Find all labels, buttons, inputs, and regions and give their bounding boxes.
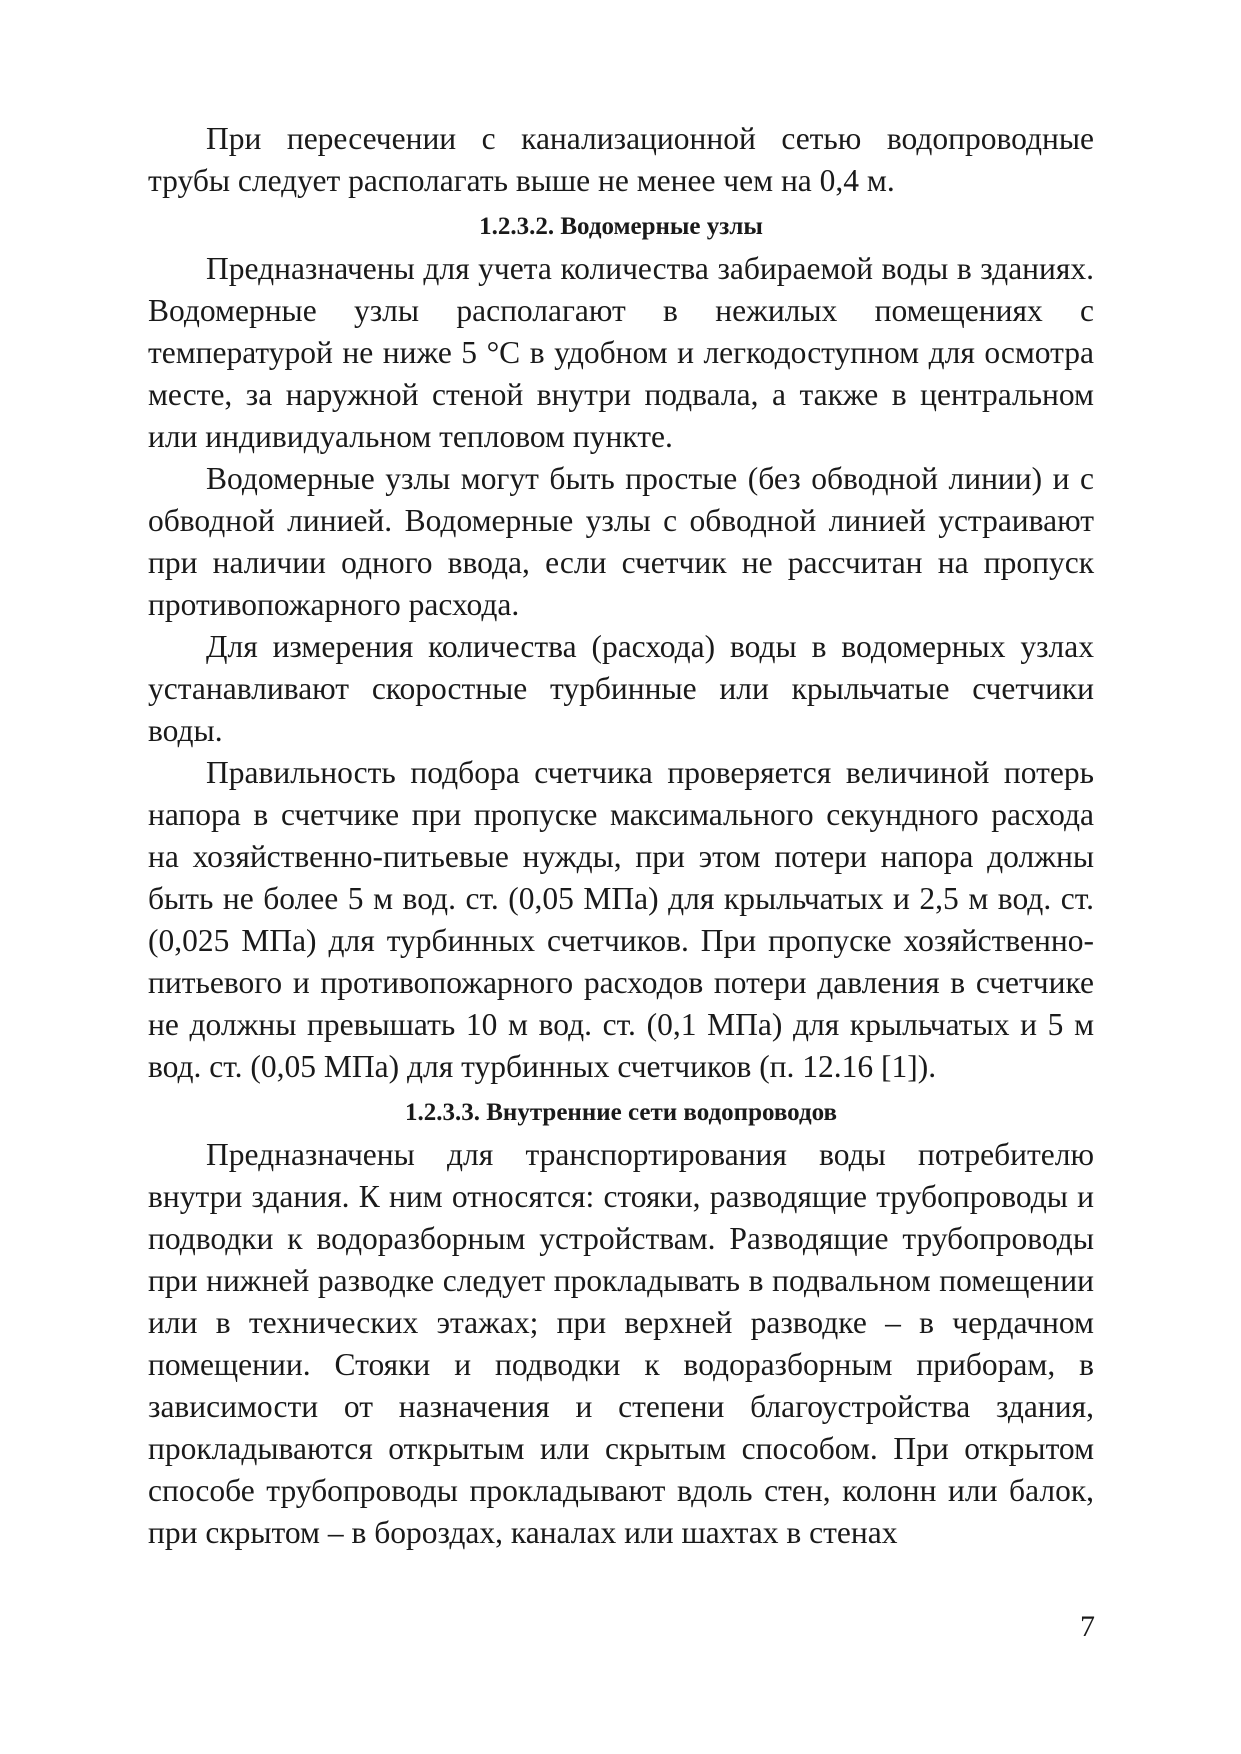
- paragraph-water-meter-purpose: Предназначены для учета количества забираемой воды в зданиях. Водомерные узлы располагают в нежилых помещениях с температурой не ниже 5 °С в удобном и легкодоступном для осмотра месте, за наружной стеной внутри подвала, а также в центральном или индивидуальном тепловом пункте.: [148, 251, 1094, 454]
- page-body: [148, 118, 1094, 1554]
- paragraph-internal-networks: Предназначены для транспортирования воды потребителю внутри здания. К ним относятся: стояки, разводящие трубопроводы и подводки к водоразборным устройствам. Разводящие трубопроводы при нижней разводке следует прокладывать в подвальном помещении или в технических этажах; при верхней разводке – в чердачном помещении. Стояки и подводки к водоразборным приборам, в зависимости от назначения и степени благоустройства здания, прокладываются открытым или скрытым способом. При открытом способе трубопроводы прокладывают вдоль стен, колонн или балок, при скрытом – в бороздах, каналах или шахтах в стенах: [148, 1137, 1094, 1550]
- section-heading-internal-networks: 1.2.3.3. Внутренние сети водопроводов: [405, 1099, 837, 1126]
- paragraph-meter-selection: Правильность подбора счетчика проверяется величиной потерь напора в счетчике при пропуске максимального секундного расхода на хозяйственно-питьевые нужды, при этом потери напора должны быть не более 5 м вод. ст. (0,05 МПа) для крыльчатых и 2,5 м вод. ст. (0,025 МПа) для турбинных счетчиков. При пропуске хозяйственно-питьевого и противопожарного расходов потери давления в счетчике не должны превышать 10 м вод. ст. (0,1 МПа) для крыльчатых и 5 м вод. ст. (0,05 МПа) для турбинных счетчиков (п. 12.16 [1]).: [148, 755, 1094, 1084]
- section-heading-water-meter-units: 1.2.3.2. Водомерные узлы: [479, 213, 763, 240]
- paragraph-pipe-crossing: При пересечении с канализационной сетью водопроводные трубы следует располагать выше не менее чем на 0,4 м.: [148, 121, 1094, 198]
- page-number: 7: [1080, 1610, 1095, 1643]
- paragraph-water-meter-types: Водомерные узлы могут быть простые (без обводной линии) и с обводной линией. Водомерные узлы с обводной линией устраивают при наличии одного ввода, если счетчик не рассчитан на пропуск противопожарного расхода.: [148, 461, 1094, 622]
- paragraph-meter-measurement: Для измерения количества (расхода) воды в водомерных узлах устанавливают скоростные турбинные или крыльчатые счетчики воды.: [148, 629, 1094, 748]
